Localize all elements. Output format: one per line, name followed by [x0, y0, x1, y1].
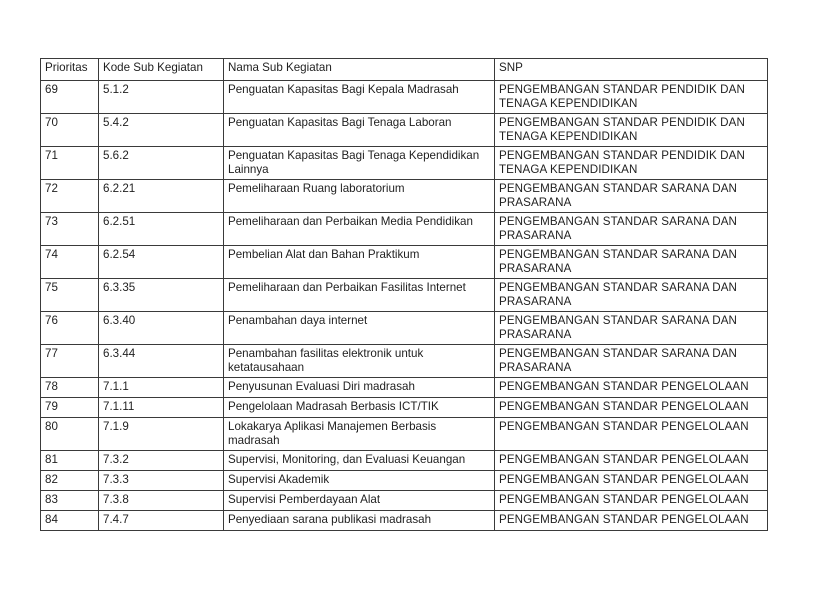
table-row	[41, 491, 768, 511]
cell-kode-sub-kegiatan: 6.2.51	[99, 213, 224, 246]
cell-prioritas: 77	[41, 345, 99, 378]
cell-nama-sub-kegiatan: Penambahan fasilitas elektronik untuk ketatausahaan	[224, 345, 495, 378]
cell-nama-sub-kegiatan: Pembelian Alat dan Bahan Praktikum	[224, 246, 495, 279]
table-row	[41, 147, 768, 180]
cell-snp: PENGEMBANGAN STANDAR PENGELOLAAN	[495, 491, 768, 511]
table-row	[41, 418, 768, 451]
cell-prioritas: 75	[41, 279, 99, 312]
table-row	[41, 180, 768, 213]
cell-snp: PENGEMBANGAN STANDAR PENDIDIK DAN TENAGA KEPENDIDIKAN	[495, 147, 768, 180]
cell-nama-sub-kegiatan: Penambahan daya internet	[224, 312, 495, 345]
cell-prioritas: 69	[41, 81, 99, 114]
cell-nama-sub-kegiatan: Supervisi, Monitoring, dan Evaluasi Keuangan	[224, 451, 495, 471]
cell-kode-sub-kegiatan: 7.3.8	[99, 491, 224, 511]
cell-prioritas: 76	[41, 312, 99, 345]
table-row	[41, 246, 768, 279]
header-snp: SNP	[495, 59, 768, 81]
cell-nama-sub-kegiatan: Pemeliharaan Ruang laboratorium	[224, 180, 495, 213]
cell-nama-sub-kegiatan: Pemeliharaan dan Perbaikan Fasilitas Internet	[224, 279, 495, 312]
cell-prioritas: 84	[41, 511, 99, 531]
table-row	[41, 213, 768, 246]
cell-prioritas: 70	[41, 114, 99, 147]
cell-nama-sub-kegiatan: Supervisi Akademik	[224, 471, 495, 491]
cell-nama-sub-kegiatan: Penguatan Kapasitas Bagi Kepala Madrasah	[224, 81, 495, 114]
cell-prioritas: 79	[41, 398, 99, 418]
cell-nama-sub-kegiatan: Lokakarya Aplikasi Manajemen Berbasis madrasah	[224, 418, 495, 451]
cell-nama-sub-kegiatan: Penyusunan Evaluasi Diri madrasah	[224, 378, 495, 398]
cell-kode-sub-kegiatan: 7.1.9	[99, 418, 224, 451]
table-row	[41, 312, 768, 345]
cell-snp: PENGEMBANGAN STANDAR PENGELOLAAN	[495, 418, 768, 451]
cell-kode-sub-kegiatan: 5.1.2	[99, 81, 224, 114]
table-row	[41, 378, 768, 398]
cell-prioritas: 71	[41, 147, 99, 180]
cell-prioritas: 80	[41, 418, 99, 451]
cell-prioritas: 74	[41, 246, 99, 279]
cell-snp: PENGEMBANGAN STANDAR PENDIDIK DAN TENAGA KEPENDIDIKAN	[495, 81, 768, 114]
table-header-row	[41, 59, 768, 81]
cell-nama-sub-kegiatan: Penguatan Kapasitas Bagi Tenaga Laboran	[224, 114, 495, 147]
table-row	[41, 279, 768, 312]
cell-kode-sub-kegiatan: 5.6.2	[99, 147, 224, 180]
table-row	[41, 471, 768, 491]
cell-kode-sub-kegiatan: 7.3.2	[99, 451, 224, 471]
cell-prioritas: 81	[41, 451, 99, 471]
cell-nama-sub-kegiatan: Supervisi Pemberdayaan Alat	[224, 491, 495, 511]
cell-kode-sub-kegiatan: 7.3.3	[99, 471, 224, 491]
cell-kode-sub-kegiatan: 6.2.54	[99, 246, 224, 279]
cell-snp: PENGEMBANGAN STANDAR PENGELOLAAN	[495, 398, 768, 418]
cell-kode-sub-kegiatan: 6.3.35	[99, 279, 224, 312]
cell-snp: PENGEMBANGAN STANDAR PENGELOLAAN	[495, 451, 768, 471]
cell-snp: PENGEMBANGAN STANDAR SARANA DAN PRASARANA	[495, 279, 768, 312]
cell-snp: PENGEMBANGAN STANDAR SARANA DAN PRASARANA	[495, 312, 768, 345]
cell-prioritas: 72	[41, 180, 99, 213]
table-row	[41, 345, 768, 378]
cell-nama-sub-kegiatan: Penguatan Kapasitas Bagi Tenaga Kependidikan Lainnya	[224, 147, 495, 180]
cell-snp: PENGEMBANGAN STANDAR PENDIDIK DAN TENAGA KEPENDIDIKAN	[495, 114, 768, 147]
cell-prioritas: 83	[41, 491, 99, 511]
sub-kegiatan-table	[40, 58, 768, 531]
cell-snp: PENGEMBANGAN STANDAR SARANA DAN PRASARANA	[495, 180, 768, 213]
cell-prioritas: 73	[41, 213, 99, 246]
cell-snp: PENGEMBANGAN STANDAR SARANA DAN PRASARANA	[495, 345, 768, 378]
header-kode-sub-kegiatan: Kode Sub Kegiatan	[99, 59, 224, 81]
cell-kode-sub-kegiatan: 6.3.40	[99, 312, 224, 345]
cell-kode-sub-kegiatan: 5.4.2	[99, 114, 224, 147]
cell-kode-sub-kegiatan: 6.3.44	[99, 345, 224, 378]
table-row	[41, 114, 768, 147]
table-body	[41, 81, 768, 531]
cell-snp: PENGEMBANGAN STANDAR SARANA DAN PRASARANA	[495, 213, 768, 246]
cell-snp: PENGEMBANGAN STANDAR PENGELOLAAN	[495, 378, 768, 398]
table-row	[41, 451, 768, 471]
cell-kode-sub-kegiatan: 6.2.21	[99, 180, 224, 213]
cell-kode-sub-kegiatan: 7.1.1	[99, 378, 224, 398]
header-nama-sub-kegiatan: Nama Sub Kegiatan	[224, 59, 495, 81]
header-prioritas: Prioritas	[41, 59, 99, 81]
table-row	[41, 398, 768, 418]
cell-snp: PENGEMBANGAN STANDAR SARANA DAN PRASARANA	[495, 246, 768, 279]
cell-nama-sub-kegiatan: Pemeliharaan dan Perbaikan Media Pendidikan	[224, 213, 495, 246]
cell-snp: PENGEMBANGAN STANDAR PENGELOLAAN	[495, 471, 768, 491]
cell-kode-sub-kegiatan: 7.4.7	[99, 511, 224, 531]
cell-prioritas: 78	[41, 378, 99, 398]
table-row	[41, 511, 768, 531]
cell-kode-sub-kegiatan: 7.1.11	[99, 398, 224, 418]
cell-nama-sub-kegiatan: Penyediaan sarana publikasi madrasah	[224, 511, 495, 531]
cell-prioritas: 82	[41, 471, 99, 491]
cell-nama-sub-kegiatan: Pengelolaan Madrasah Berbasis ICT/TIK	[224, 398, 495, 418]
table-row	[41, 81, 768, 114]
cell-snp: PENGEMBANGAN STANDAR PENGELOLAAN	[495, 511, 768, 531]
